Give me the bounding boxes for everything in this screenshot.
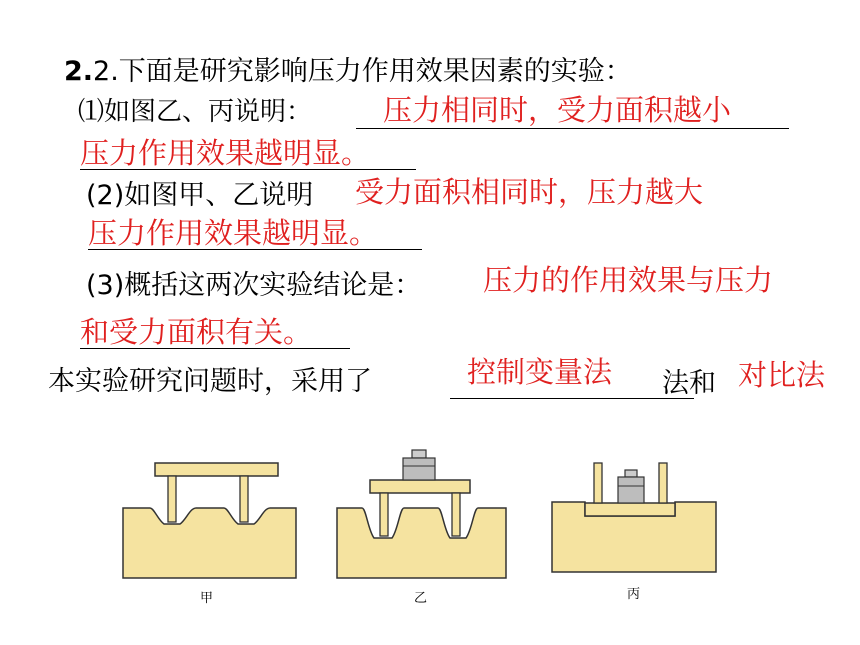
table-leg-right-jia	[240, 476, 248, 522]
caption-bing: 丙	[627, 587, 641, 602]
figure-yi	[337, 450, 506, 578]
part1-answer-line2: 压力作用效果越明显。	[80, 136, 371, 170]
figure-bing	[552, 463, 716, 572]
part2-answer-line1: 受力面积相同时，压力越大	[355, 175, 704, 209]
part2-prefix-text: (2)如图甲、乙说明	[86, 180, 314, 211]
table-leg-right-bing	[659, 463, 667, 503]
table-leg-right-yi	[452, 493, 460, 536]
weight-bing	[618, 470, 644, 503]
method-prefix: 本实验研究问题时，采用了	[48, 366, 372, 397]
table-leg-left-yi	[380, 493, 388, 536]
method-answer2: 对比法	[738, 358, 826, 392]
method-answer1: 控制变量法	[467, 355, 613, 389]
question-title-text: 2.下面是研究影响压力作用效果因素的实验：	[93, 56, 632, 87]
sponge-yi	[337, 508, 506, 578]
part2-answer-line2: 压力作用效果越明显。	[88, 216, 379, 250]
table-top-bing	[585, 503, 675, 516]
table-top-jia	[155, 463, 278, 476]
table-leg-left-bing	[594, 463, 602, 503]
weight-yi	[403, 450, 435, 480]
part3-prefix: (3)概括这两次实验结论是：	[86, 270, 422, 301]
sponge-jia	[123, 508, 296, 578]
part1-prefix: ⑴如图乙、丙说明：	[78, 97, 313, 127]
part3-answer-line1: 压力的作用效果与压力	[483, 263, 774, 297]
question-number: 2.	[64, 56, 94, 87]
method-middle: 法和	[662, 368, 716, 399]
caption-jia: 甲	[200, 591, 214, 606]
figure-jia	[123, 463, 296, 578]
part1-answer-line1: 压力相同时，受力面积越小	[383, 93, 732, 127]
part3-answer-line2: 和受力面积有关。	[80, 315, 313, 349]
caption-yi: 乙	[414, 591, 428, 606]
table-leg-left-jia	[168, 476, 176, 522]
table-top-yi	[370, 480, 470, 493]
